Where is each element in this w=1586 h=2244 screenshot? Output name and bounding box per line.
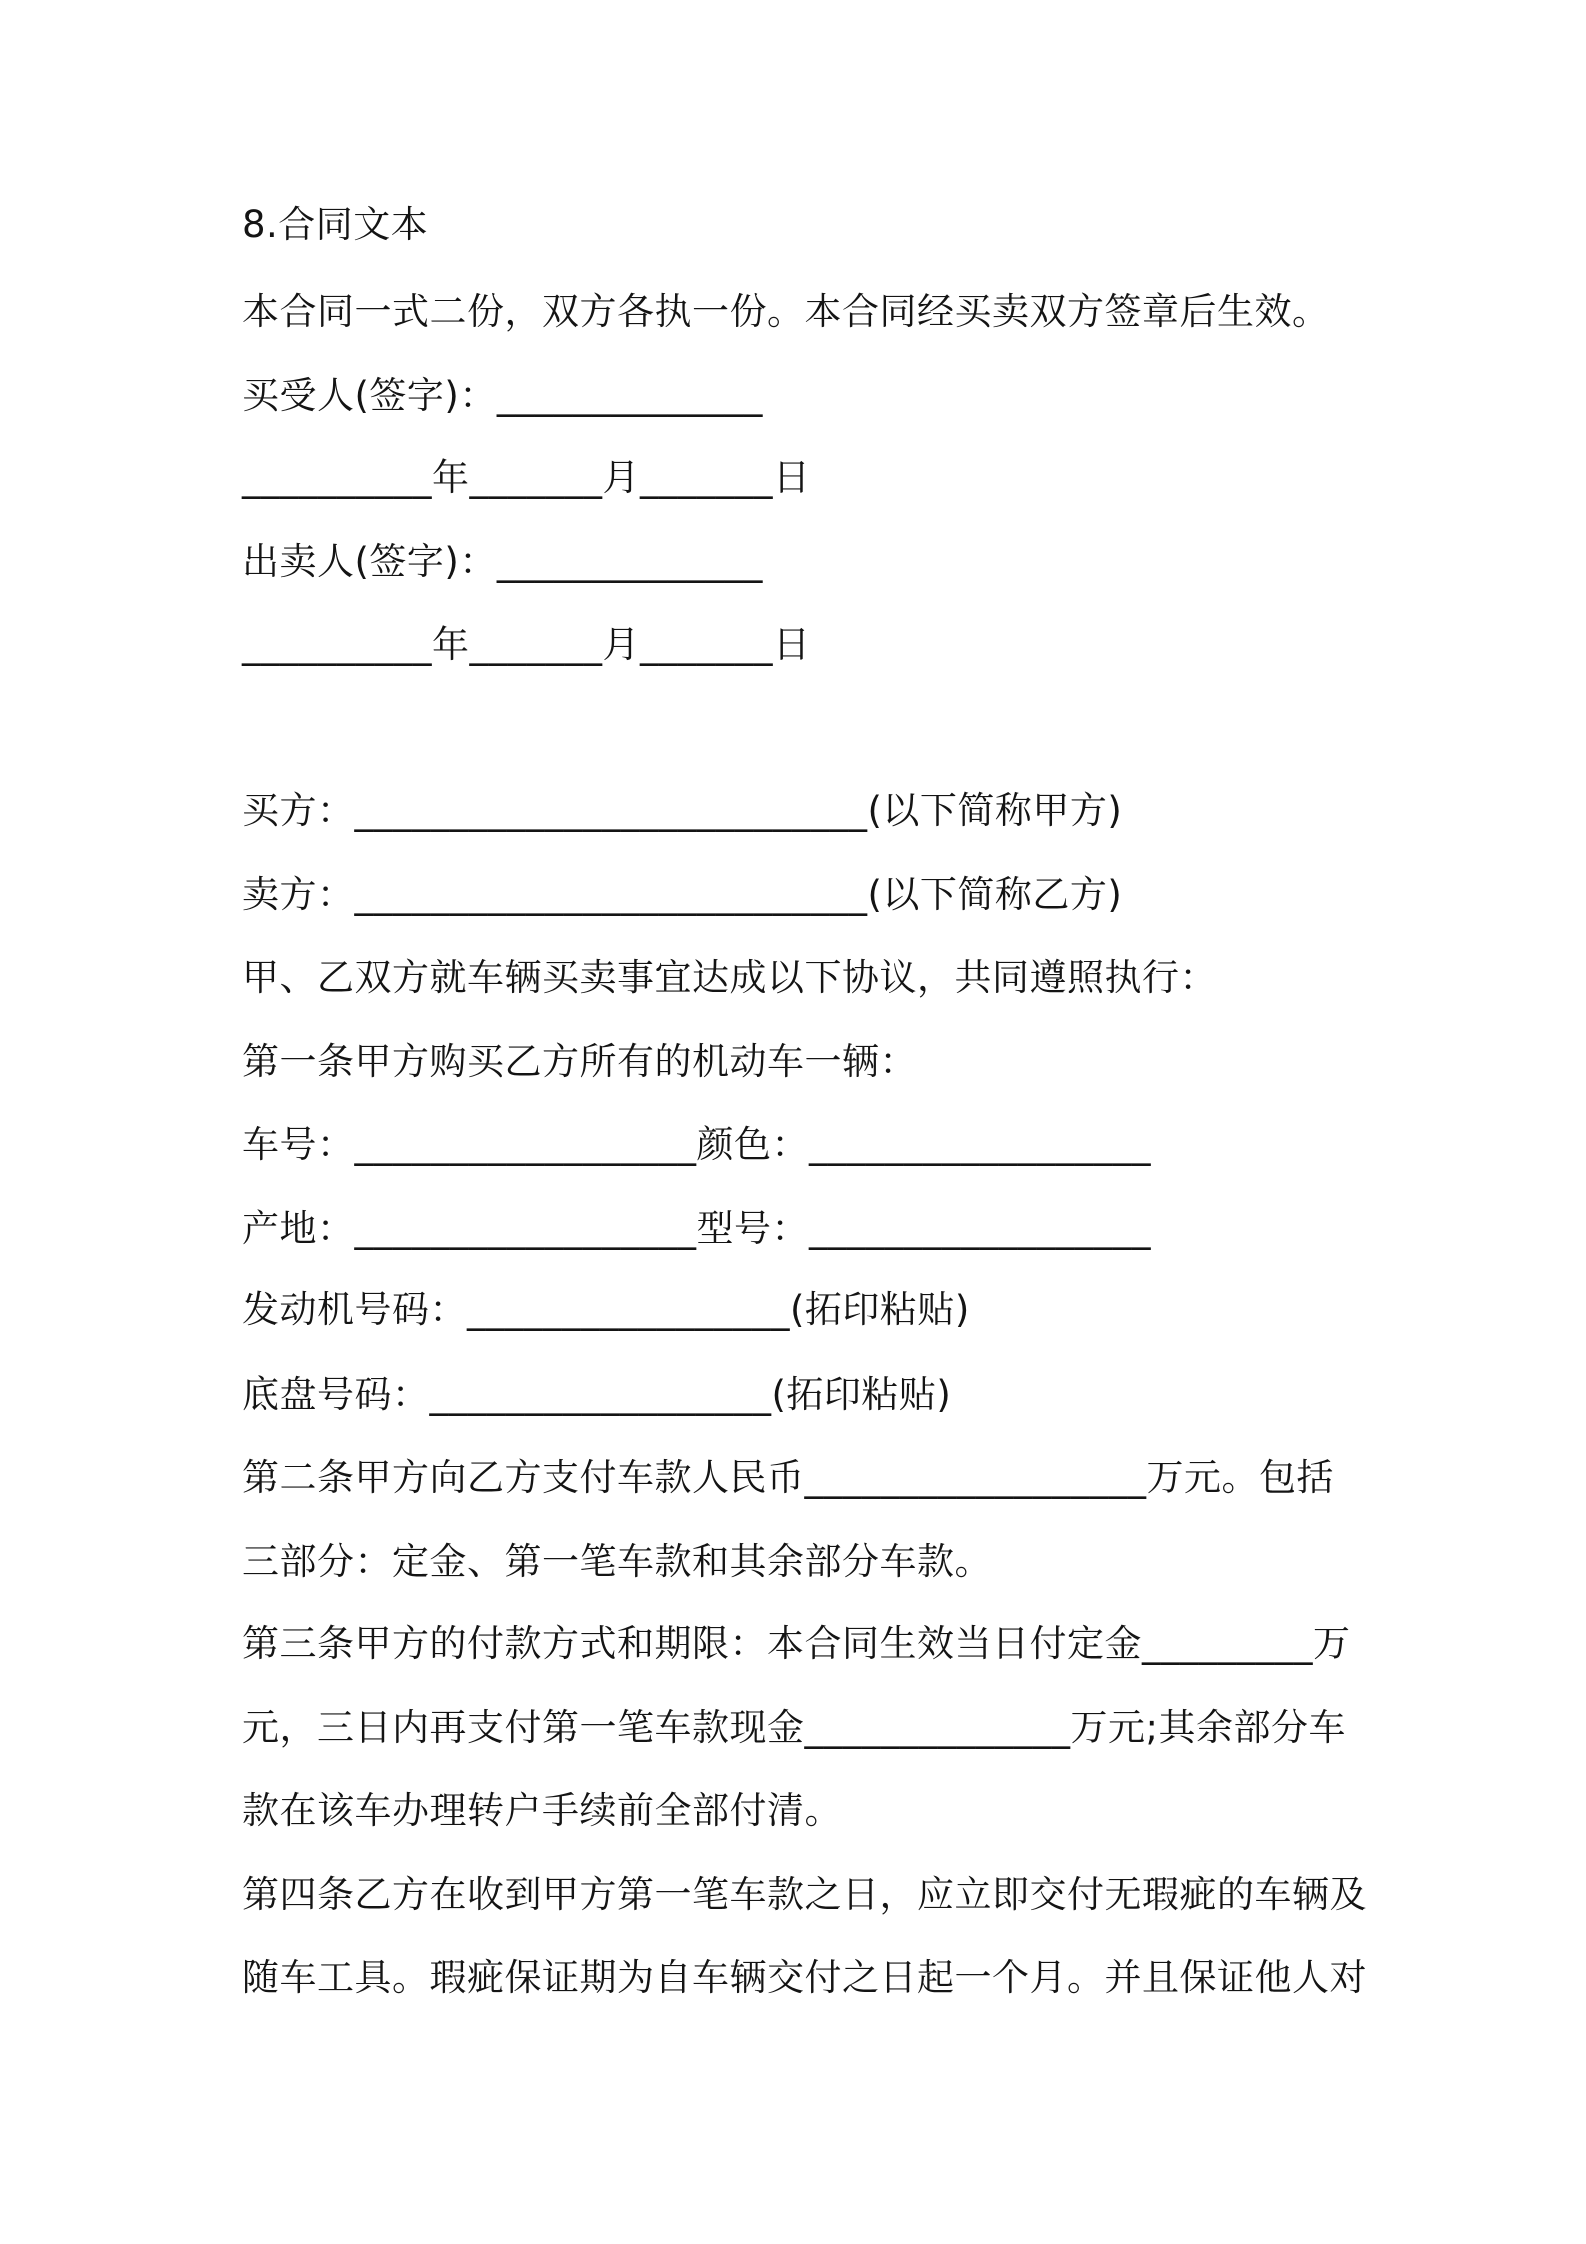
paragraph-line: 甲、乙双方就车辆买卖事宜达成以下协议，共同遵照执行： [242,956,1217,999]
article-line: 第一条甲方购买乙方所有的机动车一辆： [242,1040,917,1083]
paragraph-line: 款在该车办理转户手续前全部付清。 [242,1789,842,1832]
vehicle-field-line: 车号：__________________颜色：__________________ [242,1123,1151,1166]
paragraph-line: 元，三日内再支付第一笔车款现金______________万元;其余部分车 [242,1706,1346,1749]
vehicle-field-line: 发动机号码：_________________(拓印粘贴) [242,1288,970,1331]
buyer-date-line: __________年_______月_______日 [242,456,811,499]
seller-signature-line: 出卖人(签字)：______________ [242,540,763,583]
article-line: 第二条甲方向乙方支付车款人民币__________________万元。包括 [242,1456,1334,1499]
article-line: 第四条乙方在收到甲方第一笔车款之日，应立即交付无瑕疵的车辆及 [242,1873,1367,1916]
seller-party-line: 卖方：___________________________(以下简称乙方) [242,873,1123,916]
buyer-party-line: 买方：___________________________(以下简称甲方) [242,789,1123,832]
vehicle-field-line: 底盘号码：__________________(拓印粘贴) [242,1373,952,1416]
paragraph-line: 随车工具。瑕疵保证期为自车辆交付之日起一个月。并且保证他人对 [242,1956,1367,1999]
paragraph-line: 本合同一式二份，双方各执一份。本合同经买卖双方签章后生效。 [242,290,1330,333]
vehicle-field-line: 产地：__________________型号：__________________ [242,1207,1151,1250]
article-line: 第三条甲方的付款方式和期限：本合同生效当日付定金_________万 [242,1622,1351,1665]
seller-date-line: __________年_______月_______日 [242,623,811,666]
buyer-signature-line: 买受人(签字)：______________ [242,374,763,417]
paragraph-line: 三部分：定金、第一笔车款和其余部分车款。 [242,1540,992,1583]
section-heading: 8.合同文本 [242,203,429,246]
